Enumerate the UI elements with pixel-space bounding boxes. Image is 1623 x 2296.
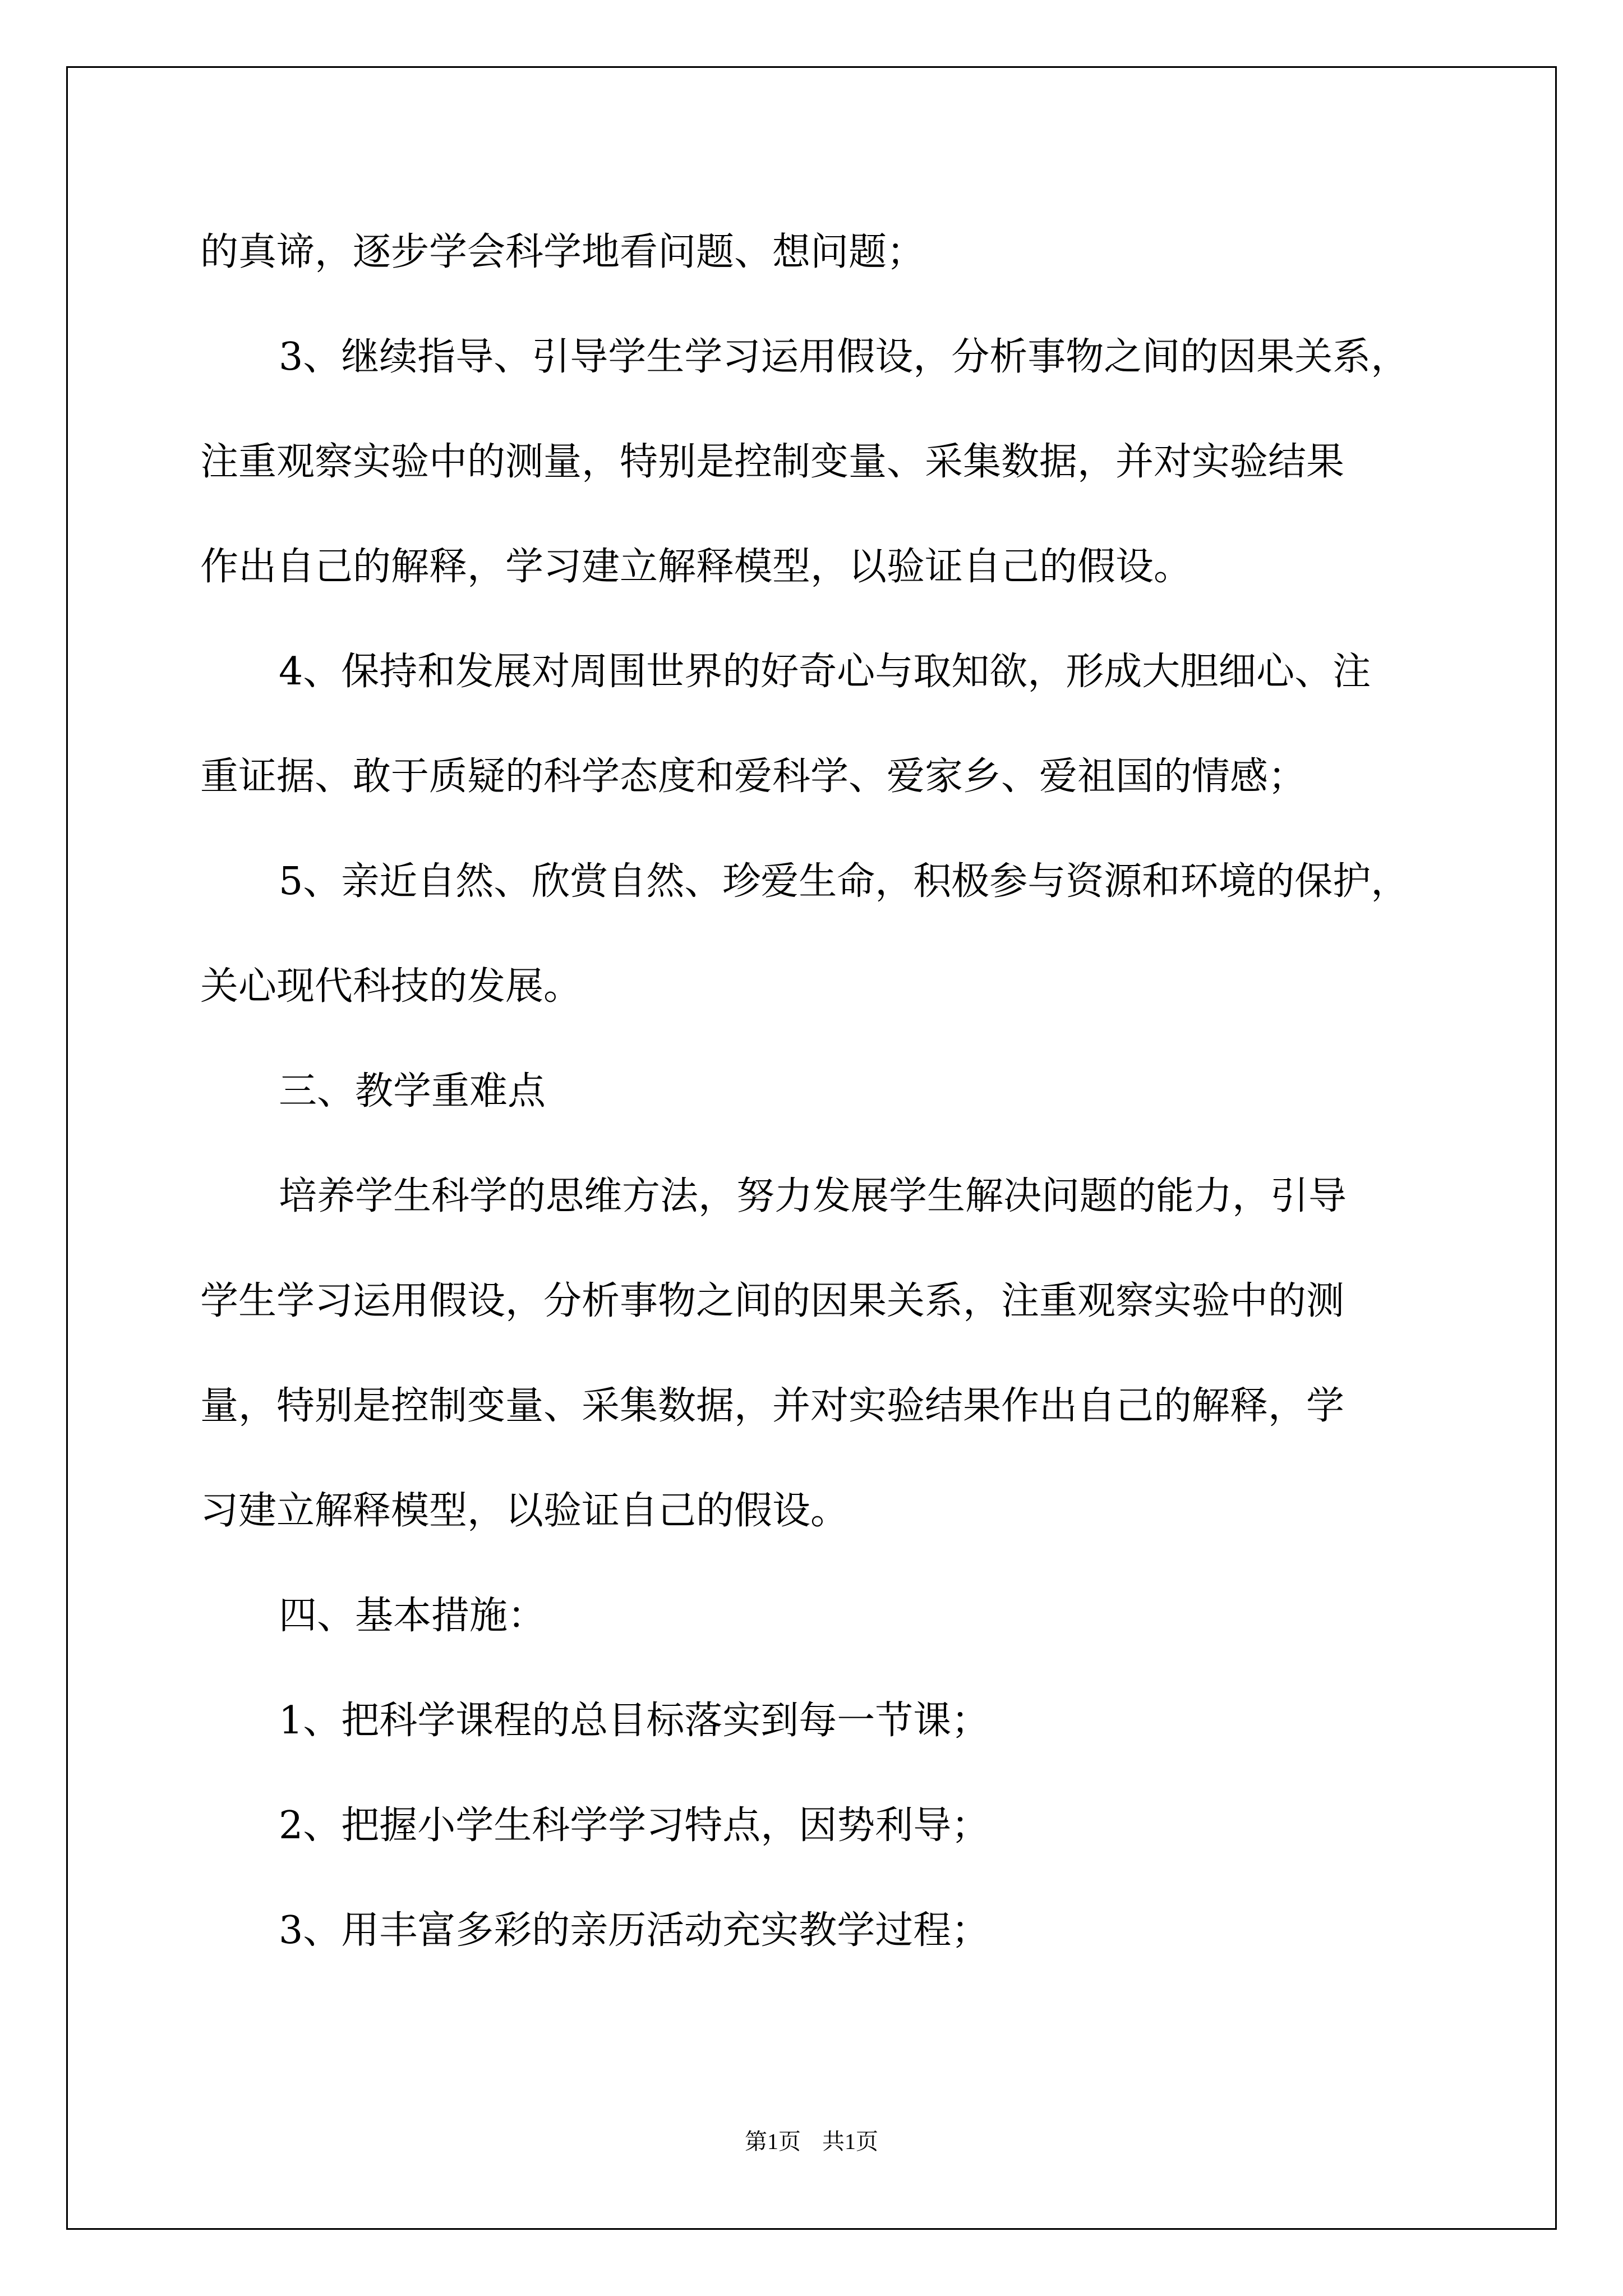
list-item: 1、把科学课程的总目标落实到每一节课；	[279, 1699, 990, 1743]
page-total: 共1页	[822, 2129, 878, 2154]
section-heading: 四、基本措施：	[279, 1594, 546, 1638]
page-number: 第1页	[745, 2129, 801, 2154]
text-line: 作出自己的解释，学习建立解释模型，以验证自己的假设。	[200, 545, 1192, 589]
text-line: 培养学生科学的思维方法，努力发展学生解决问题的能力，引导	[279, 1174, 1347, 1218]
list-item: 3、用丰富多彩的亲历活动充实教学过程；	[279, 1908, 990, 1953]
text-line: 学生学习运用假设，分析事物之间的因果关系，注重观察实验中的测	[200, 1279, 1345, 1323]
text-line: 关心现代科技的发展。	[200, 964, 582, 1009]
text-line: 量，特别是控制变量、采集数据，并对实验结果作出自己的解释，学	[200, 1384, 1345, 1428]
text-line: 5、亲近自然、欣赏自然、珍爱生命，积极参与资源和环境的保护，	[279, 859, 1409, 904]
text-line: 习建立解释模型，以验证自己的假设。	[200, 1489, 849, 1533]
text-line: 的真谛，逐步学会科学地看问题、想问题；	[200, 230, 925, 274]
text-line: 重证据、敢于质疑的科学态度和爱科学、爱家乡、爱祖国的情感；	[200, 754, 1307, 799]
text-line: 注重观察实验中的测量，特别是控制变量、采集数据，并对实验结果	[200, 440, 1345, 484]
list-item: 2、把握小学生科学学习特点，因势利导；	[279, 1803, 990, 1848]
text-line: 3、继续指导、引导学生学习运用假设，分析事物之间的因果关系，	[279, 335, 1409, 379]
text-line: 4、保持和发展对周围世界的好奇心与取知欲，形成大胆细心、注	[279, 650, 1371, 694]
section-heading: 三、教学重难点	[279, 1069, 546, 1114]
document-body	[200, 200, 1468, 1983]
page-footer	[0, 2124, 1623, 2156]
